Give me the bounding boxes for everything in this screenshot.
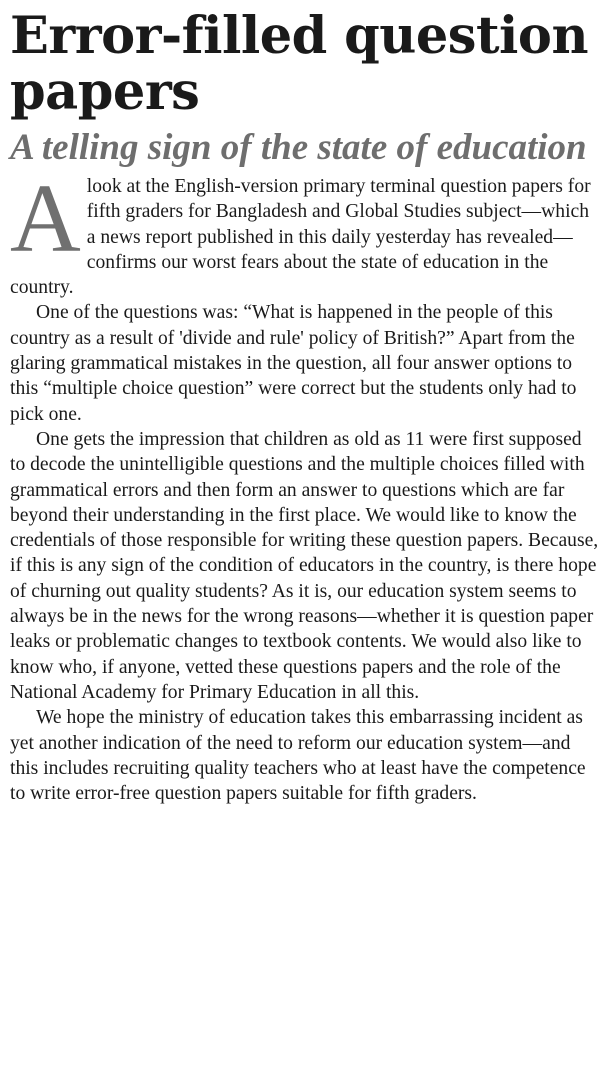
paragraph-4: We hope the ministry of education takes this embarrassing incident as yet another indication of the need to reform our education system—and this includes recruiting quality teachers who at least have the competence to write error-free question papers suitable for fifth graders. xyxy=(10,707,586,805)
headline: Error-filled question papers xyxy=(10,6,589,122)
drop-cap: A xyxy=(10,165,81,273)
subheadline: A telling sign of the state of education xyxy=(10,127,587,168)
paragraph-1 xyxy=(10,165,600,300)
paragraph-1-text: look at the English-version primary terminal question papers for fifth graders for Bangladesh and Global Studies subject—which a news report published in this daily yesterday has revealed—confirms our worst fears about the state of education in the country. xyxy=(10,176,591,299)
editorial-article xyxy=(10,0,600,806)
article-body xyxy=(10,165,600,806)
paragraph-2: One of the questions was: “What is happened in the people of this country as a result of 'divide and rule' policy of British?” Apart from the glaring grammatical mistakes in the question, all four answer options to this “multiple choice question” were correct but the students only had to pick one. xyxy=(10,302,577,425)
paragraph-3: One gets the impression that children as old as 11 were first supposed to decode the unintelligible questions and the multiple choices filled with grammatical errors and then form an answer to questions which are far beyond their understanding in the first place. We would like to know the credentials of those responsible for writing these question papers. Because, if this is any sign of the condition of educators in the country, is there hope of churning out quality students? As it is, our education system seems to always be in the news for the wrong reasons—whether it is question paper leaks or problematic changes to textbook contents. We would also like to know who, if anyone, vetted these questions papers and the role of the National Academy for Primary Education in all this. xyxy=(10,428,599,703)
